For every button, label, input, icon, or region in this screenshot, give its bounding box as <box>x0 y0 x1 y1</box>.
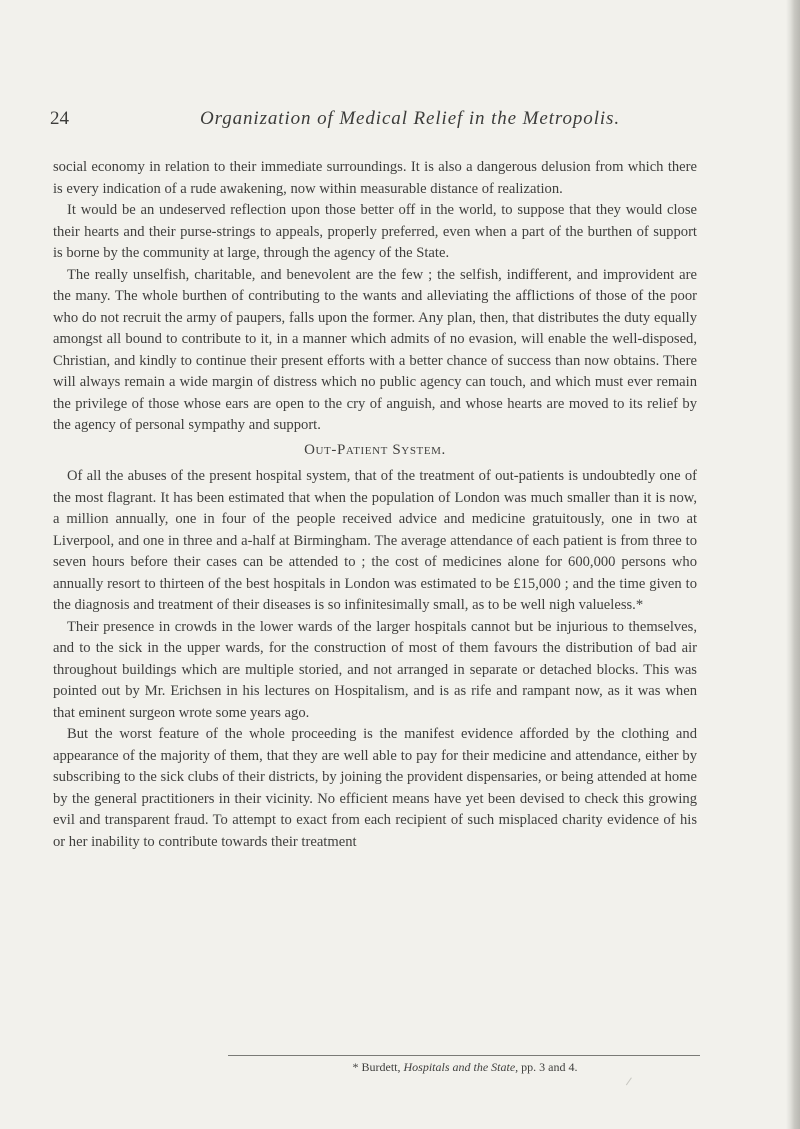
paragraph: But the worst feature of the whole proceeding is the manifest evidence afforded by the clothing and appearance of the majority of them, that they are well able to pay for their medicine and attendance, either by subscribing to the sick clubs of their districts, by joining the provident dispensaries, or being attended at home by the general practitioners in their vicinity. No efficient means have yet been devised to check this growing evil and transparent fraud. To attempt to exact from each recipient of such misplaced charity evidence of his or her inability to contribute towards their treatment <box>53 726 697 850</box>
page-edge-shadow <box>786 0 800 1129</box>
footnote <box>230 1060 700 1075</box>
section-heading: Out-Patient System. <box>304 441 446 458</box>
footnote-divider <box>228 1055 700 1056</box>
paper-speck <box>626 1077 635 1087</box>
paragraph: Of all the abuses of the present hospital system, that of the treatment of out-patients is undoubtedly one of the most flagrant. It has been estimated that when the population of London was much smaller than it is now, a million annually, one in four of the people received advice and medicine gratuitously, one in two at Liverpool, and one in three and a-half at Birmingham. The average attendance of each patient is from three to seven hours before their cases can be attended to ; the cost of medicines alone for 600,000 persons who annually resort to thirteen of the best hospitals in London was estimated to be £15,000 ; and the time given to the diagnosis and treatment of their diseases is so infinitesimally small, as to be well nigh valueless.* <box>53 468 697 613</box>
running-header <box>50 108 750 136</box>
footnote-marker: * Burdett, <box>352 1060 401 1074</box>
running-title: Organization of Medical Relief in the Metropolis. <box>200 108 620 129</box>
body-text <box>53 157 697 853</box>
paragraph: social economy in relation to their immediate surroundings. It is also a dangerous delusion from which there is every indication of a rude awakening, now within measurable distance of realization. <box>53 159 697 197</box>
paragraph: Their presence in crowds in the lower wards of the larger hospitals cannot but be injurious to themselves, and to the sick in the upper wards, for the construction of most of them favours the distribution of bad air throughout buildings which are multiple storied, and not arranged in separate or detached blocks. This was pointed out by Mr. Erichsen in his lectures on Hospitalism, and is as rife and rampant now, as it was when that eminent surgeon wrote some years ago. <box>53 618 697 721</box>
paragraph: It would be an undeserved reflection upon those better off in the world, to suppose that they would close their hearts and their purse-strings to appeals, properly preferred, even when a part of the burthen of support is borne by the community at large, through the agency of the State. <box>53 202 697 261</box>
page-number: 24 <box>50 108 69 129</box>
footnote-title: Hospitals and the State, <box>403 1060 519 1074</box>
footnote-pages: pp. 3 and 4. <box>521 1060 578 1074</box>
paragraph: The really unselfish, charitable, and benevolent are the few ; the selfish, indifferent, and improvident are the many. The whole burthen of contributing to the wants and alleviating the afflictions of those of the poor who do not recruit the army of paupers, falls upon the former. Any plan, then, that distributes the duty equally amongst all bound to contribute to it, in a manner which admits of no evasion, will enable the well-disposed, Christian, and kindly to continue their present efforts with a better chance of success than now obtains. There will always remain a wide margin of distress which no public agency can touch, and which must ever remain the privilege of those whose ears are open to the cry of anguish, and whose hearts are moved to its relief by the agency of personal sympathy and support. <box>53 266 697 433</box>
